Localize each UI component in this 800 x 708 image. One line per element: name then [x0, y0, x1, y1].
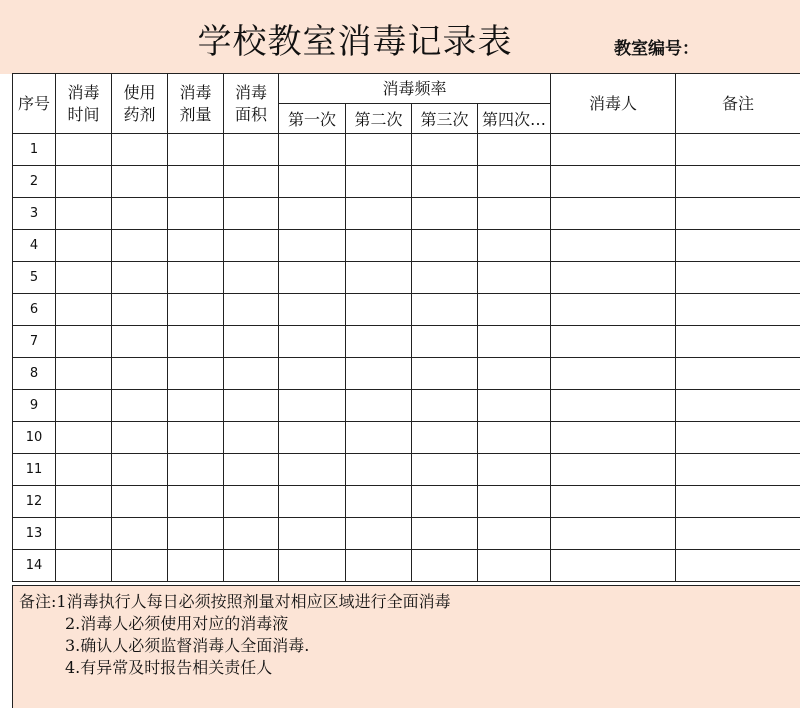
freq-1-cell[interactable]: [279, 294, 346, 326]
time-cell[interactable]: [56, 486, 112, 518]
remark-cell[interactable]: [676, 390, 800, 422]
time-cell[interactable]: [56, 550, 112, 582]
col-time: [56, 74, 112, 134]
freq-2-cell[interactable]: [346, 294, 412, 326]
area-cell[interactable]: [224, 166, 279, 198]
col-freq-3: 第三次: [412, 104, 478, 134]
agent-cell[interactable]: [112, 134, 168, 166]
dose-cell[interactable]: [168, 454, 224, 486]
dose-cell[interactable]: [168, 550, 224, 582]
page-title: 学校教室消毒记录表: [197, 22, 513, 62]
area-cell[interactable]: [224, 550, 279, 582]
table-row: [13, 454, 800, 486]
freq-2-cell[interactable]: [346, 518, 412, 550]
person-cell[interactable]: [551, 486, 676, 518]
table-row: [13, 358, 800, 390]
freq-3-cell[interactable]: [412, 454, 478, 486]
col-area-line1: 消毒: [234, 82, 267, 102]
freq-3-cell[interactable]: [412, 198, 478, 230]
note-line-1: 备注:1消毒执行人每日必须按照剂量对相应区域进行全面消毒: [19, 592, 451, 611]
col-agent-line1: 使用: [123, 82, 156, 102]
freq-2-cell[interactable]: [346, 262, 412, 294]
col-time-line2: 时间: [67, 104, 100, 124]
freq-2-cell[interactable]: [346, 454, 412, 486]
time-cell[interactable]: [56, 390, 112, 422]
agent-cell[interactable]: [112, 294, 168, 326]
person-cell[interactable]: [551, 422, 676, 454]
col-area-line2: 面积: [234, 104, 267, 124]
area-cell[interactable]: [224, 358, 279, 390]
dose-cell[interactable]: [168, 262, 224, 294]
time-cell[interactable]: [56, 518, 112, 550]
freq-3-cell[interactable]: [412, 358, 478, 390]
agent-cell[interactable]: [112, 550, 168, 582]
freq-4-cell[interactable]: [478, 390, 551, 422]
freq-3-cell[interactable]: [412, 518, 478, 550]
note-line-4: 4.有异常及时报告相关责任人: [65, 658, 273, 677]
col-freq-2: 第二次: [346, 104, 412, 134]
freq-4-cell[interactable]: [478, 550, 551, 582]
freq-2-cell[interactable]: [346, 550, 412, 582]
area-cell[interactable]: [224, 518, 279, 550]
freq-4-cell[interactable]: [478, 134, 551, 166]
person-cell[interactable]: [551, 198, 676, 230]
freq-2-cell[interactable]: [346, 326, 412, 358]
area-cell[interactable]: [224, 262, 279, 294]
col-area: [224, 74, 279, 134]
col-dose: [168, 74, 224, 134]
row-number: 5: [13, 262, 56, 294]
row-number: 11: [13, 454, 56, 486]
col-person: 消毒人: [551, 74, 676, 134]
person-cell[interactable]: [551, 166, 676, 198]
freq-3-cell[interactable]: [412, 326, 478, 358]
time-cell[interactable]: [56, 422, 112, 454]
remark-cell[interactable]: [676, 326, 800, 358]
remark-cell[interactable]: [676, 262, 800, 294]
freq-1-cell[interactable]: [279, 198, 346, 230]
freq-1-cell[interactable]: [279, 550, 346, 582]
note-line-2: 2.消毒人必须使用对应的消毒液: [65, 614, 289, 633]
agent-cell[interactable]: [112, 198, 168, 230]
freq-1-cell[interactable]: [279, 518, 346, 550]
freq-1-cell[interactable]: [279, 262, 346, 294]
col-dose-line1: 消毒: [179, 82, 212, 102]
table-row: [13, 166, 800, 198]
agent-cell[interactable]: [112, 518, 168, 550]
agent-cell[interactable]: [112, 358, 168, 390]
row-number: 8: [13, 358, 56, 390]
freq-4-cell[interactable]: [478, 486, 551, 518]
freq-1-cell[interactable]: [279, 358, 346, 390]
freq-4-cell[interactable]: [478, 262, 551, 294]
row-number: 2: [13, 166, 56, 198]
dose-cell[interactable]: [168, 422, 224, 454]
time-cell[interactable]: [56, 166, 112, 198]
dose-cell[interactable]: [168, 134, 224, 166]
col-time-line1: 消毒: [67, 82, 100, 102]
agent-cell[interactable]: [112, 390, 168, 422]
col-seq: 序号: [13, 74, 56, 134]
remark-cell[interactable]: [676, 486, 800, 518]
remark-cell[interactable]: [676, 134, 800, 166]
time-cell[interactable]: [56, 454, 112, 486]
agent-cell[interactable]: [112, 422, 168, 454]
area-cell[interactable]: [224, 422, 279, 454]
remark-cell[interactable]: [676, 198, 800, 230]
row-number: 6: [13, 294, 56, 326]
freq-2-cell[interactable]: [346, 390, 412, 422]
remark-cell[interactable]: [676, 518, 800, 550]
person-cell[interactable]: [551, 550, 676, 582]
area-cell[interactable]: [224, 326, 279, 358]
row-number: 1: [13, 134, 56, 166]
remark-cell[interactable]: [676, 230, 800, 262]
table-row: [13, 326, 800, 358]
table-row: [13, 550, 800, 582]
time-cell[interactable]: [56, 198, 112, 230]
freq-2-cell[interactable]: [346, 358, 412, 390]
dose-cell[interactable]: [168, 230, 224, 262]
table-body: [13, 134, 800, 582]
agent-cell[interactable]: [112, 454, 168, 486]
area-cell[interactable]: [224, 454, 279, 486]
freq-1-cell[interactable]: [279, 134, 346, 166]
freq-3-cell[interactable]: [412, 166, 478, 198]
note-line-3: 3.确认人必须监督消毒人全面消毒.: [65, 636, 310, 655]
remark-cell[interactable]: [676, 358, 800, 390]
area-cell[interactable]: [224, 390, 279, 422]
agent-cell[interactable]: [112, 166, 168, 198]
freq-2-cell[interactable]: [346, 486, 412, 518]
col-freq-4: 第四次…: [478, 104, 551, 134]
time-cell[interactable]: [56, 358, 112, 390]
person-cell[interactable]: [551, 134, 676, 166]
freq-2-cell[interactable]: [346, 198, 412, 230]
person-cell[interactable]: [551, 358, 676, 390]
remark-cell[interactable]: [676, 454, 800, 486]
time-cell[interactable]: [56, 230, 112, 262]
freq-4-cell[interactable]: [478, 198, 551, 230]
col-dose-line2: 剂量: [179, 104, 212, 124]
area-cell[interactable]: [224, 230, 279, 262]
dose-cell[interactable]: [168, 198, 224, 230]
header-row: [13, 74, 800, 104]
room-number-label: 教室编号：: [614, 39, 699, 59]
row-number: 3: [13, 198, 56, 230]
area-cell[interactable]: [224, 486, 279, 518]
freq-1-cell[interactable]: [279, 166, 346, 198]
freq-4-cell[interactable]: [478, 326, 551, 358]
table-row: [13, 486, 800, 518]
person-cell[interactable]: [551, 326, 676, 358]
freq-2-cell[interactable]: [346, 230, 412, 262]
dose-cell[interactable]: [168, 390, 224, 422]
table-row: [13, 390, 800, 422]
table-row: [13, 262, 800, 294]
freq-3-cell[interactable]: [412, 550, 478, 582]
freq-2-cell[interactable]: [346, 422, 412, 454]
freq-3-cell[interactable]: [412, 390, 478, 422]
freq-4-cell[interactable]: [478, 358, 551, 390]
person-cell[interactable]: [551, 230, 676, 262]
dose-cell[interactable]: [168, 358, 224, 390]
row-number: 13: [13, 518, 56, 550]
time-cell[interactable]: [56, 134, 112, 166]
table-row: [13, 134, 800, 166]
freq-3-cell[interactable]: [412, 230, 478, 262]
row-number: 9: [13, 390, 56, 422]
dose-cell[interactable]: [168, 294, 224, 326]
col-agent-line2: 药剂: [123, 104, 156, 124]
notes-section: [12, 585, 800, 708]
disinfection-table: [12, 73, 800, 582]
freq-2-cell[interactable]: [346, 166, 412, 198]
freq-1-cell[interactable]: [279, 390, 346, 422]
remark-cell[interactable]: [676, 166, 800, 198]
freq-4-cell[interactable]: [478, 454, 551, 486]
col-remark: 备注: [676, 74, 800, 134]
area-cell[interactable]: [224, 134, 279, 166]
area-cell[interactable]: [224, 294, 279, 326]
sheet-header: [0, 0, 800, 74]
freq-4-cell[interactable]: [478, 518, 551, 550]
person-cell[interactable]: [551, 294, 676, 326]
freq-4-cell[interactable]: [478, 422, 551, 454]
col-freq-1: 第一次: [279, 104, 346, 134]
time-cell[interactable]: [56, 326, 112, 358]
dose-cell[interactable]: [168, 166, 224, 198]
table-row: [13, 518, 800, 550]
person-cell[interactable]: [551, 518, 676, 550]
person-cell[interactable]: [551, 390, 676, 422]
col-agent: [112, 74, 168, 134]
agent-cell[interactable]: [112, 230, 168, 262]
table-row: [13, 198, 800, 230]
freq-4-cell[interactable]: [478, 294, 551, 326]
table-row: [13, 422, 800, 454]
agent-cell[interactable]: [112, 486, 168, 518]
freq-4-cell[interactable]: [478, 230, 551, 262]
freq-3-cell[interactable]: [412, 134, 478, 166]
freq-3-cell[interactable]: [412, 422, 478, 454]
freq-1-cell[interactable]: [279, 454, 346, 486]
time-cell[interactable]: [56, 262, 112, 294]
freq-3-cell[interactable]: [412, 486, 478, 518]
person-cell[interactable]: [551, 454, 676, 486]
dose-cell[interactable]: [168, 486, 224, 518]
dose-cell[interactable]: [168, 326, 224, 358]
area-cell[interactable]: [224, 198, 279, 230]
freq-2-cell[interactable]: [346, 134, 412, 166]
remark-cell[interactable]: [676, 294, 800, 326]
agent-cell[interactable]: [112, 262, 168, 294]
row-number: 4: [13, 230, 56, 262]
row-number: 10: [13, 422, 56, 454]
row-number: 7: [13, 326, 56, 358]
remark-cell[interactable]: [676, 422, 800, 454]
freq-1-cell[interactable]: [279, 230, 346, 262]
time-cell[interactable]: [56, 294, 112, 326]
table-row: [13, 294, 800, 326]
agent-cell[interactable]: [112, 326, 168, 358]
remark-cell[interactable]: [676, 550, 800, 582]
freq-1-cell[interactable]: [279, 486, 346, 518]
dose-cell[interactable]: [168, 518, 224, 550]
freq-3-cell[interactable]: [412, 262, 478, 294]
person-cell[interactable]: [551, 262, 676, 294]
row-number: 12: [13, 486, 56, 518]
col-frequency: 消毒频率: [279, 74, 551, 104]
table-row: [13, 230, 800, 262]
freq-1-cell[interactable]: [279, 422, 346, 454]
freq-1-cell[interactable]: [279, 326, 346, 358]
freq-3-cell[interactable]: [412, 294, 478, 326]
freq-4-cell[interactable]: [478, 166, 551, 198]
row-number: 14: [13, 550, 56, 582]
